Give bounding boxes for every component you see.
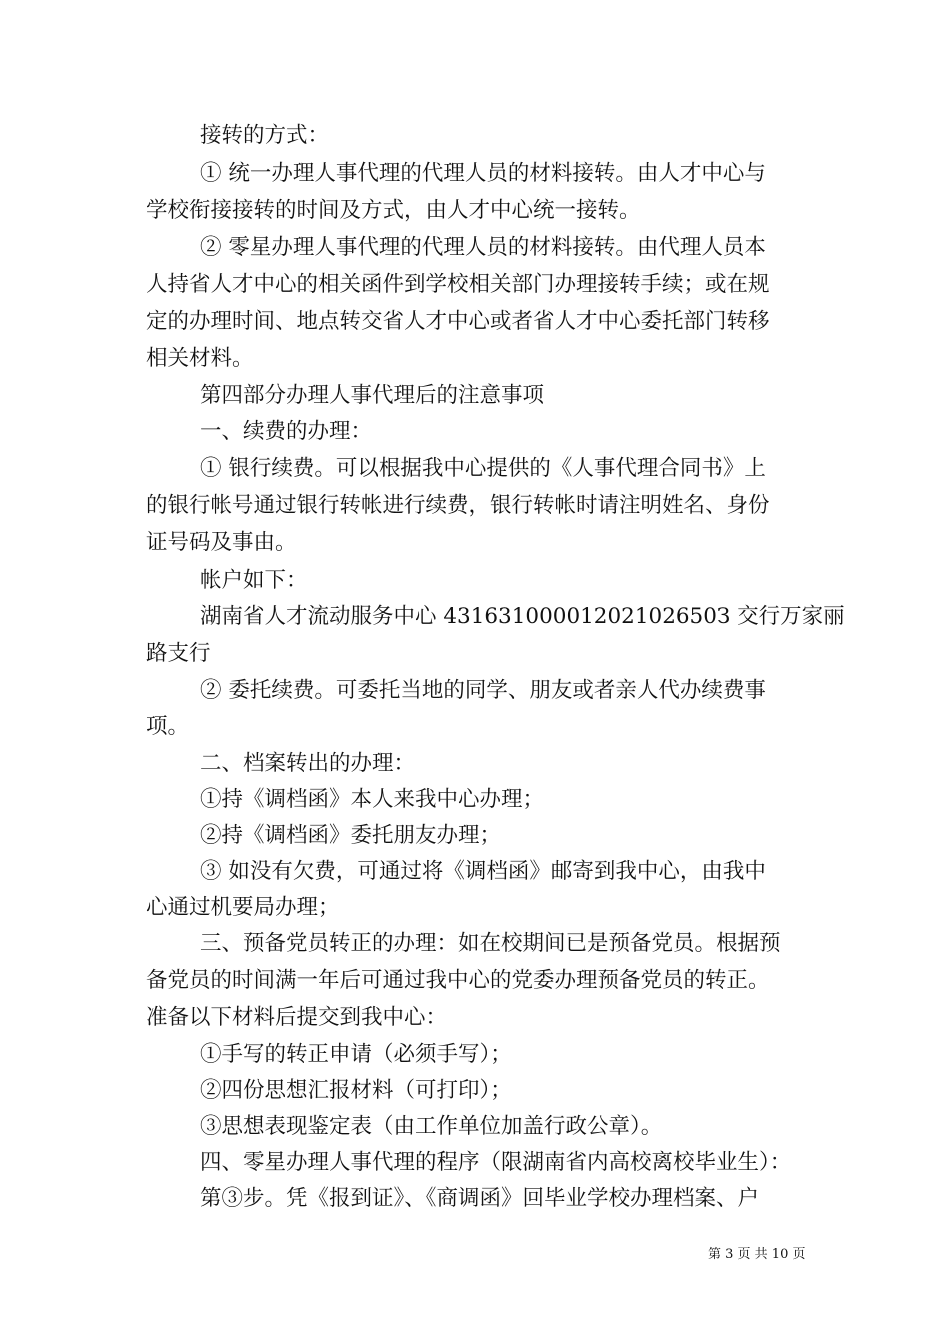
text-line: 帐户如下： [200, 568, 308, 593]
text-line: 相关材料。 [146, 346, 254, 371]
text-line: 学校衔接接转的时间及方式，由人才中心统一接转。 [146, 198, 641, 223]
text-line: ② 委托续费。可委托当地的同学、朋友或者亲人代办续费事 [200, 678, 766, 703]
text-line: ②四份思想汇报材料（可打印）； [200, 1078, 512, 1103]
section-heading: 第四部分办理人事代理后的注意事项 [200, 383, 545, 408]
text-line: ③ 如没有欠费，可通过将《调档函》邮寄到我中心，由我中 [200, 859, 766, 884]
text-line: ① 银行续费。可以根据我中心提供的《人事代理合同书》上 [200, 456, 766, 481]
text-line: 二、档案转出的办理： [200, 751, 416, 776]
text-line: 证号码及事由。 [146, 530, 297, 555]
text-line: ③思想表现鉴定表（由工作单位加盖行政公章）。 [200, 1114, 663, 1139]
text-line: 人持省人才中心的相关函件到学校相关部门办理接转手续；或在规 [146, 272, 770, 297]
account-line: 湖南省人才流动服务中心 43163100001202102650З 交行万家丽 [200, 604, 845, 629]
text-line: 一、续费的办理： [200, 419, 373, 444]
text-line: 备党员的时间满一年后可通过我中心的党委办理预备党员的转正。 [146, 968, 770, 993]
text-line: ②持《调档函》委托朋友办理； [200, 823, 502, 848]
text-line: 四、零星办理人事代理的程序（限湖南省内高校离校毕业生）： [200, 1150, 792, 1175]
text-line: 接转的方式： [200, 123, 330, 148]
text-line: ② 零星办理人事代理的代理人员的材料接转。由代理人员本 [200, 235, 766, 260]
text-line: 的银行帐号通过银行转帐进行续费，银行转帐时请注明姓名、身份 [146, 493, 770, 518]
text-line: 准备以下材料后提交到我中心： [146, 1005, 448, 1030]
text-line: 项。 [146, 714, 190, 739]
text-line: 三、预备党员转正的办理：如在校期间已是预备党员。根据预 [200, 931, 781, 956]
text-line: 定的办理时间、地点转交省人才中心或者省人才中心委托部门转移 [146, 309, 770, 334]
text-line: 第③步。凭《报到证》、《商调函》回毕业学校办理档案、户 [200, 1186, 760, 1211]
text-line: ① 统一办理人事代理的代理人员的材料接转。由人才中心与 [200, 161, 766, 186]
text-line: ①持《调档函》本人来我中心办理； [200, 787, 545, 812]
text-line: 路支行 [146, 641, 211, 666]
page-number: 第 3 页 共 10 页 [708, 1247, 806, 1262]
text-line: 心通过机要局办理； [146, 895, 340, 920]
text-line: ①手写的转正申请（必须手写）； [200, 1042, 512, 1067]
